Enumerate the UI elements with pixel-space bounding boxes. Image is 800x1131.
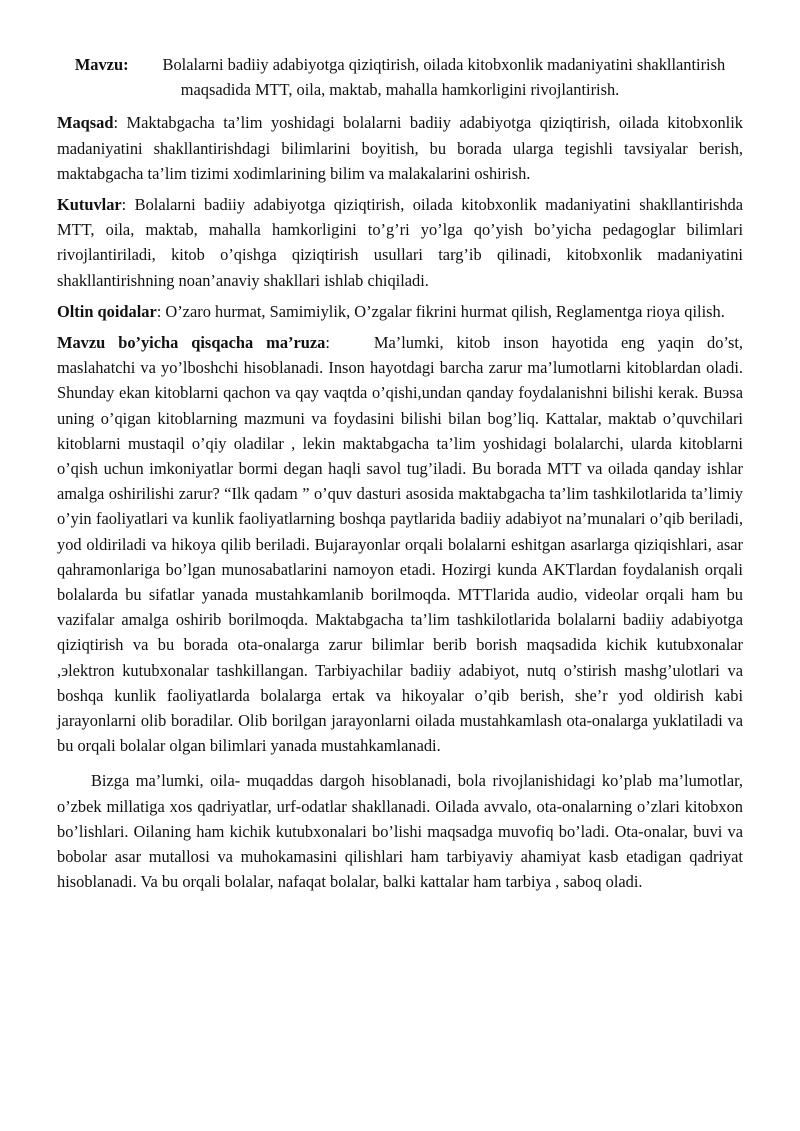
lecture-text: Ma’lumki, kitob inson hayotida eng yaqin do’st, maslahatchi va yo’lboshchi hisoblanadi. Inson hayotdagi barcha zarur ma’lumotlarni kitoblardan oladi. Shunday ekan kitoblarni qachon va qay vaqtda o’qishi,undan qanday foydalanishni bilishi kerak. Buэsa uning o’qigan kitoblarning mazmuni va foydasini bilishi bilan bog’liq. Kattalar, maktab o’quvchilari kitoblarni mustaqil o’qiy oladilar , lekin maktabgacha ta’lim yoshidagi bolalarchi, ularda kitoblarni o’qish uchun imkoniyatlar bormi degan haqli savol tug’iladi. Bu borada MTT va oilada qanday ishlar amalga oshirilishi zarur? “Ilk qadam ” o’quv dasturi asosida maktabgacha ta’lim tashkilotlarida ta’limiy o’yin faoliyatlari va kunlik faoliyatlarning boshqa paytlarida badiiy adabiyot na’munalari o’qib beriladi, yod oldiriladi va hikoya qilib beriladi. Bujarayonlar orqali bolalarni eshitgan asarlarga qiziqishlari, asar qahramonlariga bo’lgan munosabatlarini namoyon etadi. Hozirgi kunda AKTlardan foydalanish orqali bolalarda bu sifatlar yanada mustahkamlanib borilmoqda. MTTlarida audio, videolar orqali ham bu vazifalar amalga oshirib borilmoqda. Maktabgacha ta’lim tashkilotlarida bolalarni badiiy adabiyotga qiziqtirish va bu borada ota-onalarga zarur bilimlar berib borish maqsadida kichik kutubxonalar ,эlektron kutubxonalar tashkillangan. Tarbiyachilar badiiy adabiyot, nutq o’stirish mashg’ulotlari va boshqa kunlik faoliyatlarda bolalarga ertak va hikoyalar o’qib berish, she’r yod oldirish kabi jarayonlarni olib boradilar. Olib borilgan jarayonlarni oilada mustahkamlash ota-onalarga yuklatiladi va bu orqali bolalar olgan bilimlari yanada mustahkamlanadi. (57, 333, 743, 756)
expectations-text: : Bolalarni badiiy adabiyotga qiziqtirish, oilada kitobxonlik madaniyatini shakllantirishda MTT, oila, maktab, mahalla hamkorligini to’g’ri yo’lga qo’yish bo’yicha pedagoglar bilimlari rivojlantiriladi, kitob o’qishga qiziqtirish usullari targ’ib qilinadi, kitobxonlik madaniyatini shakllantirishning noan’anaviy shakllari ishlab chiqiladi. (57, 195, 743, 290)
goal-text: : Maktabgacha ta’lim yoshidagi bolalarni badiiy adabiyotga qiziqtirish, oilada kitobxonlik madaniyatini shakllantirishdagi bilimlarini boyitish, bu borada ularga tegishli tavsiyalar berish, maktabgacha ta’lim tizimi xodimlarining bilim va malakalarini oshirish. (57, 113, 743, 183)
expectations-label: Kutuvlar (57, 195, 122, 215)
goal-paragraph (57, 110, 743, 186)
expectations-paragraph (57, 192, 743, 293)
lecture-colon: : (325, 333, 330, 353)
golden-rules-paragraph (57, 299, 743, 324)
lecture-paragraph (57, 330, 743, 758)
golden-rules-label: Oltin qoidalar (57, 301, 157, 321)
document-page (57, 52, 743, 901)
topic-label: Mavzu: (74, 55, 129, 74)
family-paragraph: Bizga ma’lumki, oila- muqaddas dargoh hisoblanadi, bola rivojlanishidagi ko’plab ma’lumotlar, o’zbek millatiga xos qadriyatlar, urf-odatlar shakllanadi. Oilada avvalo, ota-onalarning o’zlari kitobxon bo’lishlari. Oilaning ham kichik kutubxonalari bo’lishi maqsadga muvofiq bo’ladi. Ota-onalar, buvi va bobolar asar mutallosi va muhokamasini qilishlari ham tarbiyaviy ahamiyat kasb etadigan qadriyat hisoblanadi. Va bu orqali bolalar, nafaqat bolalar, balki kattalar ham tarbiya , saboq oladi. (57, 771, 743, 892)
golden-rules-text: : O’zaro hurmat, Samimiylik, O’zgalar fikrini hurmat qilish, Reglamentga rioya qilish. (156, 301, 725, 321)
goal-label: Maqsad (57, 113, 114, 133)
topic-text: Bolalarni badiiy adabiyotga qiziqtirish, oilada kitobxonlik madaniyatini shakllantirish maqsadida MTT, oila, maktab, mahalla hamkorligini rivojlantirish. (162, 55, 726, 100)
lecture-label: Mavzu bo’yicha qisqacha ma’ruza (57, 333, 326, 353)
topic-heading (57, 52, 743, 102)
